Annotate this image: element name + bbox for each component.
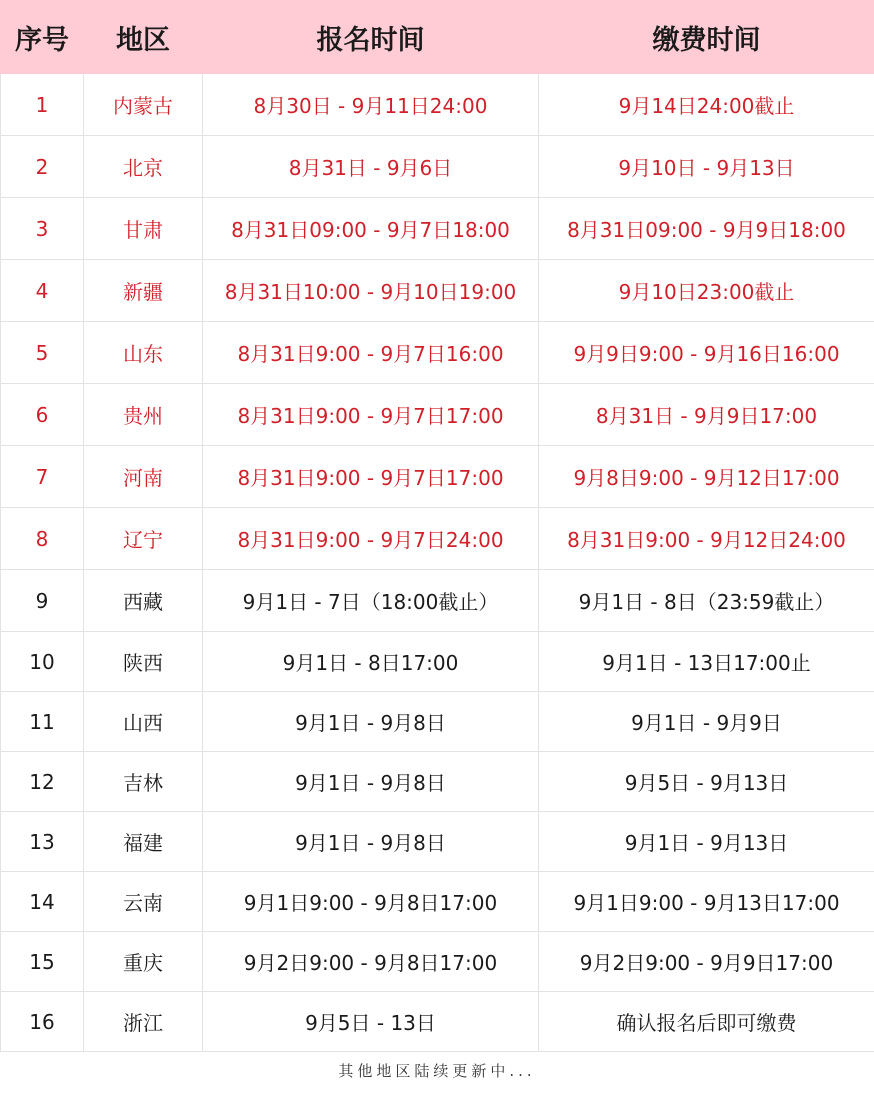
header-no: 序号 (1, 1, 84, 74)
cell-registration: 8月31日9:00 - 9月7日16:00 (203, 322, 539, 384)
cell-region: 陕西 (84, 632, 203, 692)
cell-region: 山西 (84, 692, 203, 752)
cell-payment: 8月31日9:00 - 9月12日24:00 (539, 508, 874, 570)
header-registration: 报名时间 (203, 1, 539, 74)
cell-region: 辽宁 (84, 508, 203, 570)
table-row (1, 692, 874, 752)
table-row (1, 322, 874, 384)
cell-region: 吉林 (84, 752, 203, 812)
cell-no: 12 (1, 752, 84, 812)
cell-no: 4 (1, 260, 84, 322)
cell-no: 2 (1, 136, 84, 198)
cell-registration: 8月31日10:00 - 9月10日19:00 (203, 260, 539, 322)
table-row (1, 872, 874, 932)
cell-registration: 9月2日9:00 - 9月8日17:00 (203, 932, 539, 992)
cell-region: 福建 (84, 812, 203, 872)
cell-registration: 8月30日 - 9月11日24:00 (203, 74, 539, 136)
cell-no: 11 (1, 692, 84, 752)
cell-region: 西藏 (84, 570, 203, 632)
cell-registration: 9月1日 - 9月8日 (203, 812, 539, 872)
cell-no: 13 (1, 812, 84, 872)
cell-region: 重庆 (84, 932, 203, 992)
cell-registration: 8月31日9:00 - 9月7日24:00 (203, 508, 539, 570)
cell-region: 河南 (84, 446, 203, 508)
table-body (1, 74, 874, 1052)
cell-registration: 9月1日 - 8日17:00 (203, 632, 539, 692)
cell-payment: 9月8日9:00 - 9月12日17:00 (539, 446, 874, 508)
cell-payment: 9月10日23:00截止 (539, 260, 874, 322)
cell-region: 浙江 (84, 992, 203, 1052)
cell-no: 16 (1, 992, 84, 1052)
cell-payment: 9月1日 - 13日17:00止 (539, 632, 874, 692)
table-row (1, 570, 874, 632)
cell-no: 3 (1, 198, 84, 260)
cell-no: 10 (1, 632, 84, 692)
table-row (1, 260, 874, 322)
footer-note: 其他地区陆续更新中... (338, 1062, 536, 1080)
table-row (1, 384, 874, 446)
cell-payment: 9月1日 - 8日（23:59截止） (539, 570, 874, 632)
cell-payment: 9月1日 - 9月9日 (539, 692, 874, 752)
table-row (1, 446, 874, 508)
cell-region: 甘肃 (84, 198, 203, 260)
table-row (1, 74, 874, 136)
table-row (1, 508, 874, 570)
cell-payment: 9月10日 - 9月13日 (539, 136, 874, 198)
cell-registration: 9月1日9:00 - 9月8日17:00 (203, 872, 539, 932)
cell-registration: 9月1日 - 9月8日 (203, 692, 539, 752)
cell-no: 14 (1, 872, 84, 932)
cell-region: 云南 (84, 872, 203, 932)
table-header-row (1, 1, 874, 74)
table-row (1, 812, 874, 872)
cell-registration: 8月31日9:00 - 9月7日17:00 (203, 446, 539, 508)
cell-payment: 9月2日9:00 - 9月9日17:00 (539, 932, 874, 992)
cell-no: 5 (1, 322, 84, 384)
header-region: 地区 (84, 1, 203, 74)
table-row (1, 136, 874, 198)
table-row (1, 932, 874, 992)
cell-region: 山东 (84, 322, 203, 384)
table-row (1, 198, 874, 260)
table-row (1, 992, 874, 1052)
cell-registration: 8月31日09:00 - 9月7日18:00 (203, 198, 539, 260)
cell-payment: 8月31日09:00 - 9月9日18:00 (539, 198, 874, 260)
cell-region: 内蒙古 (84, 74, 203, 136)
cell-region: 北京 (84, 136, 203, 198)
cell-payment: 9月14日24:00截止 (539, 74, 874, 136)
cell-payment: 9月9日9:00 - 9月16日16:00 (539, 322, 874, 384)
cell-no: 9 (1, 570, 84, 632)
cell-no: 8 (1, 508, 84, 570)
cell-payment: 9月1日9:00 - 9月13日17:00 (539, 872, 874, 932)
cell-payment: 9月1日 - 9月13日 (539, 812, 874, 872)
cell-registration: 8月31日9:00 - 9月7日17:00 (203, 384, 539, 446)
cell-region: 新疆 (84, 260, 203, 322)
header-payment: 缴费时间 (539, 1, 874, 74)
cell-no: 6 (1, 384, 84, 446)
cell-registration: 9月1日 - 9月8日 (203, 752, 539, 812)
cell-payment: 8月31日 - 9月9日17:00 (539, 384, 874, 446)
cell-registration: 9月1日 - 7日（18:00截止） (203, 570, 539, 632)
cell-no: 15 (1, 932, 84, 992)
cell-registration: 8月31日 - 9月6日 (203, 136, 539, 198)
cell-region: 贵州 (84, 384, 203, 446)
cell-payment: 9月5日 - 9月13日 (539, 752, 874, 812)
table-row (1, 752, 874, 812)
cell-registration: 9月5日 - 13日 (203, 992, 539, 1052)
cell-payment: 确认报名后即可缴费 (539, 992, 874, 1052)
table-row (1, 632, 874, 692)
cell-no: 1 (1, 74, 84, 136)
cell-no: 7 (1, 446, 84, 508)
